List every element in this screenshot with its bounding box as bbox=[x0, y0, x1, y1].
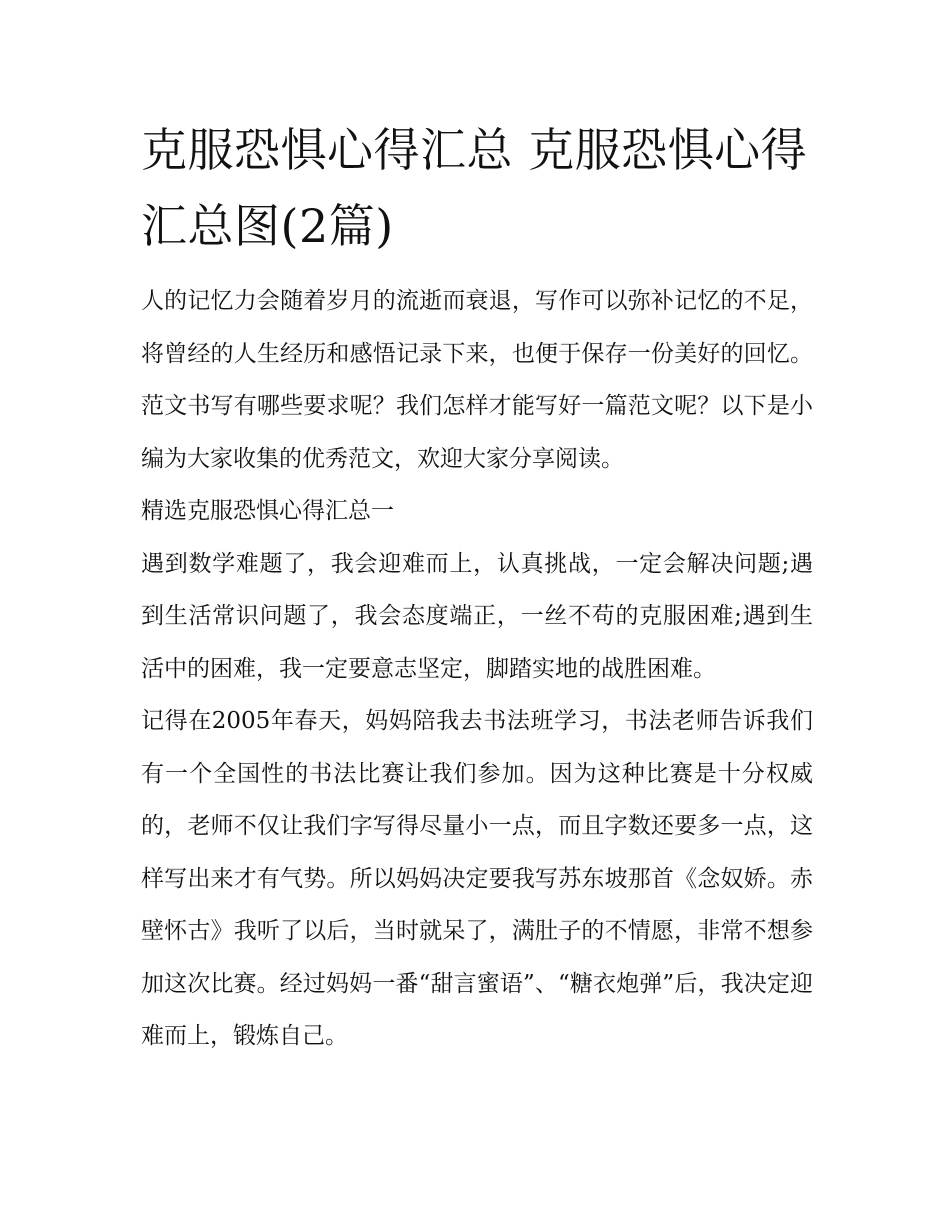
body-paragraph: 遇到数学难题了，我会迎难而上，认真挑战，一定会解决问题;遇到生活常识问题了，我会态度端正，一丝不苟的克服困难;遇到生活中的困难，我一定要意志坚定，脚踏实地的战胜困难。 bbox=[141, 550, 813, 682]
body-paragraph: 记得在2005年春天，妈妈陪我去书法班学习，书法老师告诉我们有一个全国性的书法比赛让我们参加。因为这种比赛是十分权威的，老师不仅让我们字写得尽量小一点，而且字数还要多一点，这样写出来才有气势。所以妈妈决定要我写苏东坡那首《念奴娇。赤壁怀古》我听了以后，当时就呆了，满肚子的不情愿，非常不想参加这次比赛。经过妈妈一番“甜言蜜语”、“糖衣炮弹”后，我决定迎难而上，锻炼自己。 bbox=[141, 708, 813, 1049]
section-heading: 精选克服恐惧心得汇总一 bbox=[141, 498, 394, 524]
document-title: 克服恐惧心得汇总 克服恐惧心得汇总图(2篇) bbox=[141, 123, 808, 253]
intro-paragraph: 人的记忆力会随着岁月的流逝而衰退，写作可以弥补记忆的不足，将曾经的人生经历和感悟记录下来，也便于保存一份美好的回忆。范文书写有哪些要求呢？我们怎样才能写好一篇范文呢？以下是小编为大家收集的优秀范文，欢迎大家分享阅读。 bbox=[141, 288, 813, 472]
document-page bbox=[141, 112, 813, 1063]
